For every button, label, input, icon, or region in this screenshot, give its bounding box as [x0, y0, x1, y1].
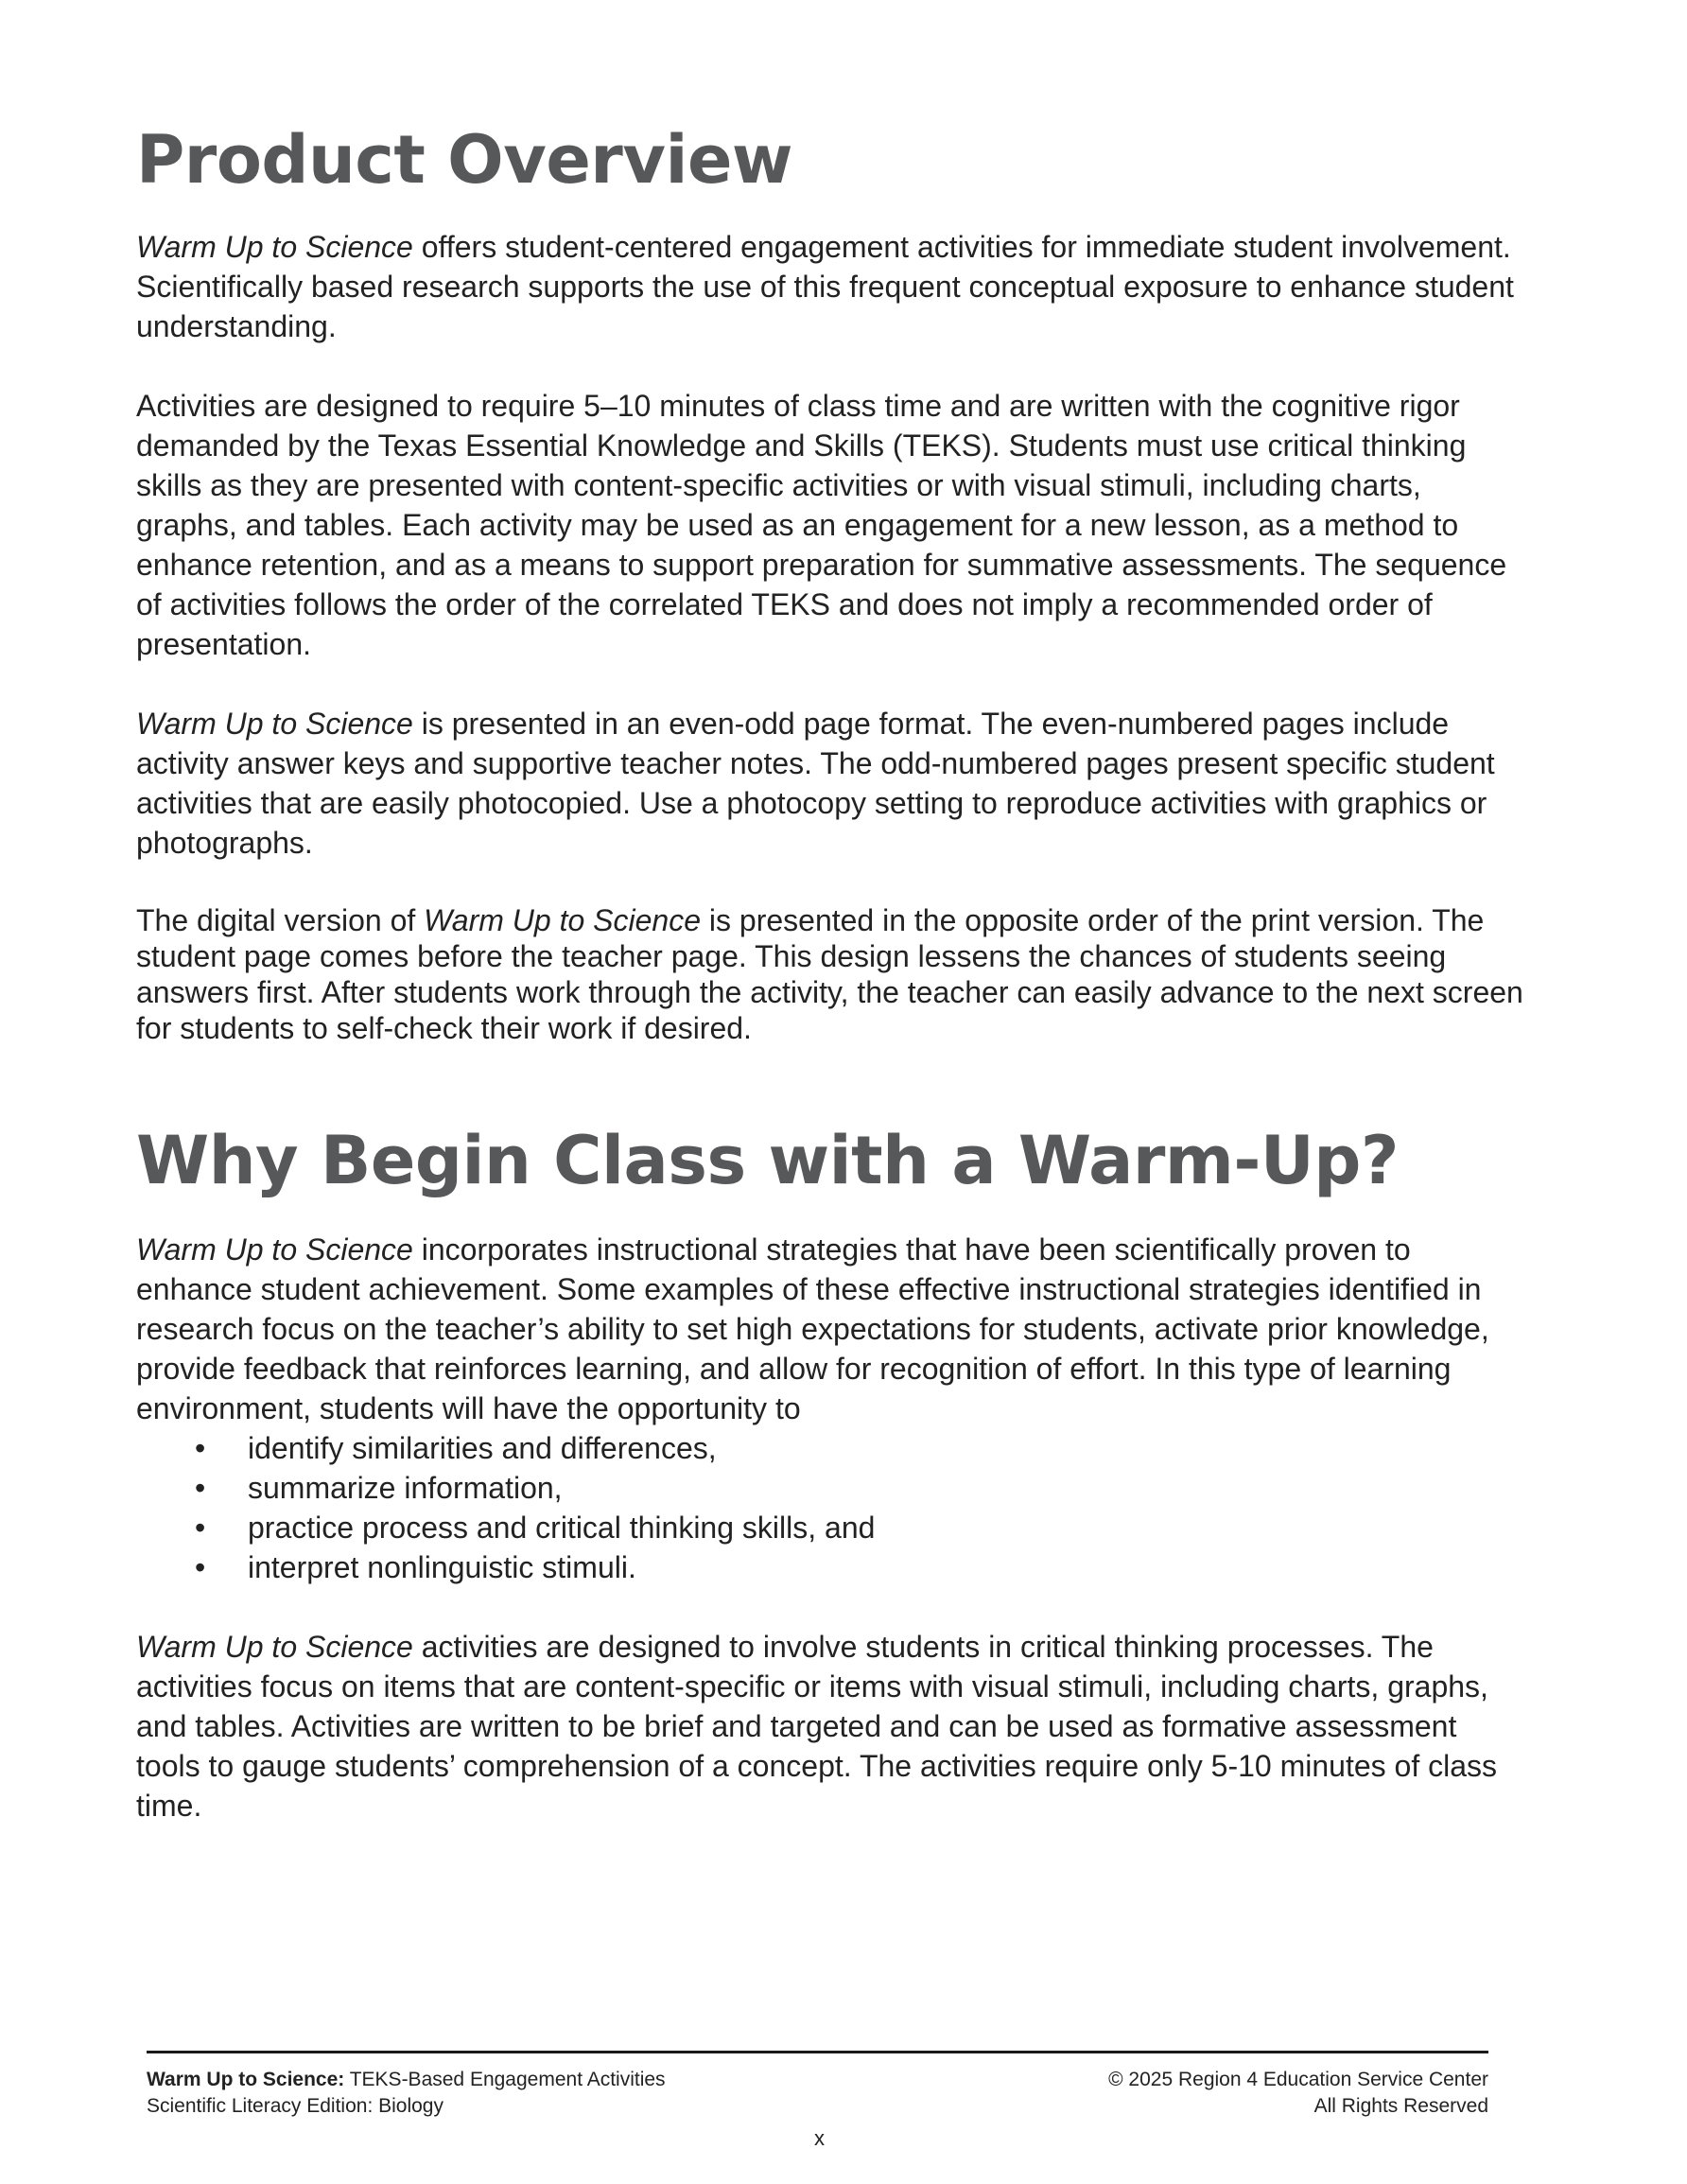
product-title-italic: Warm Up to Science: [136, 230, 413, 264]
list-item: • interpret nonlinguistic stimuli.: [136, 1547, 1526, 1587]
footer-edition: Scientific Literacy Edition: Biology: [147, 2095, 443, 2117]
heading-product-overview: Product Overview: [136, 121, 793, 199]
paragraph-overview-1: Warm Up to Science offers student-centered engagement activities for immediate student involvement. Scientifically based research supports the use of this frequent conceptual exposure to enhance student understanding.: [136, 230, 1514, 343]
page-number: x: [814, 2126, 825, 2150]
product-title-italic: Warm Up to Science: [424, 903, 701, 937]
paragraph-overview-3: Warm Up to Science is presented in an even-odd page format. The even-numbered pages include activity answer keys and supportive teacher notes. The odd-numbered pages present specific student activities that are easily photocopied. Use a photocopy setting to reproduce activities with graphics or photographs.: [136, 707, 1495, 860]
footer-book-title: Warm Up to Science: TEKS-Based Engagement Activities: [147, 2069, 666, 2090]
heading-why-warm-up: Why Begin Class with a Warm-Up?: [136, 1122, 1399, 1199]
product-title-italic: Warm Up to Science: [136, 707, 413, 741]
footer-right: [1108, 2067, 1488, 2120]
list-item: • practice process and critical thinking skills, and: [136, 1508, 1526, 1547]
paragraph-overview-4: The digital version of Warm Up to Science is presented in the opposite order of the print version. The student page comes before the teacher page. This design lessens the chances of students seeing answers first. After students work through the activity, the teacher can easily advance to the next screen for students to self-check their work if desired.: [136, 903, 1523, 1045]
paragraph-overview-2: Activities are designed to require 5–10 minutes of class time and are written with the cognitive rigor demanded by the Texas Essential Knowledge and Skills (TEKS). Students must use critical thinking skills as they are presented with content-specific activities or with visual stimuli, including charts, graphs, and tables. Each activity may be used as an engagement for a new lesson, as a method to enhance retention, and as a means to support preparation for summative assessments. The sequence of activities follows the order of the correlated TEKS and does not imply a recommended order of presentation.: [136, 389, 1507, 661]
page-content: [136, 112, 1526, 1865]
list-item: • summarize information,: [136, 1468, 1526, 1508]
footer-left: [147, 2067, 666, 2120]
strategies-list: [136, 1428, 1526, 1587]
bullet-icon: •: [195, 1431, 206, 1465]
bullet-icon: •: [195, 1550, 206, 1584]
paragraph-why-closing: Warm Up to Science activities are designed to involve students in critical thinking processes. The activities focus on items that are content-specific or items with visual stimuli, including charts, graphs, and tables. Activities are written to be brief and targeted and can be used as formative assessment tools to gauge students’ comprehension of a concept. The activities require only 5-10 minutes of class time.: [136, 1630, 1498, 1823]
list-item: • identify similarities and differences,: [136, 1428, 1526, 1468]
footer-rights: All Rights Reserved: [1313, 2095, 1488, 2117]
bullet-icon: •: [195, 1471, 206, 1505]
product-title-italic: Warm Up to Science: [136, 1232, 413, 1267]
footer-copyright: © 2025 Region 4 Education Service Center: [1108, 2069, 1488, 2090]
bullet-icon: •: [195, 1511, 206, 1545]
page-footer: [147, 2051, 1488, 2120]
paragraph-why-intro: Warm Up to Science incorporates instructional strategies that have been scientifically proven to enhance student achievement. Some examples of these effective instructional strategies identified in research focus on the teacher’s ability to set high expectations for students, activate prior knowledge, provide feedback that reinforces learning, and allow for recognition of effort. In this type of learning environment, students will have the opportunity to: [136, 1232, 1489, 1425]
product-title-italic: Warm Up to Science: [136, 1630, 413, 1664]
